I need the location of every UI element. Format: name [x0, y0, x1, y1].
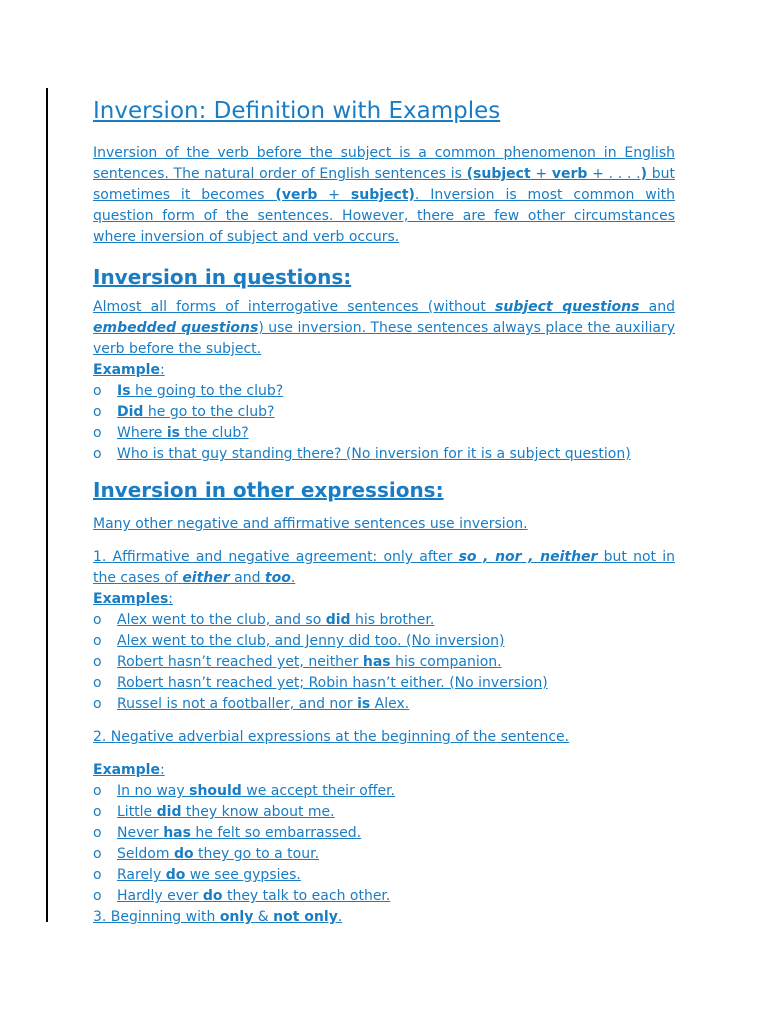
bullet-icon: o	[93, 633, 102, 649]
text-run: Little	[117, 804, 157, 820]
text-run: .	[337, 909, 343, 925]
text-run: but sometimes it becomes	[93, 166, 675, 203]
bullet-icon: o	[93, 696, 102, 712]
bold-run: do	[173, 846, 194, 862]
bold-run: do	[202, 888, 223, 904]
bold-run: do	[165, 867, 186, 883]
text-run: we accept their offer.	[241, 783, 396, 799]
bullet-icon: o	[93, 783, 102, 799]
example-item	[93, 610, 675, 631]
bold-italic-run: embedded questions	[93, 320, 259, 336]
bold-italic-run: so	[458, 549, 477, 565]
bullet-icon: o	[93, 612, 102, 628]
example-item	[93, 865, 675, 886]
bold-run: )	[640, 166, 648, 182]
text-run: 3. Beginning with	[93, 909, 220, 925]
text-run: and	[639, 299, 675, 315]
examples-label	[93, 589, 675, 610]
bold-run: did	[156, 804, 182, 820]
bold-run: (verb	[275, 187, 318, 203]
bold-run: only	[219, 909, 254, 925]
example-item	[93, 802, 675, 823]
bold-run: is	[166, 425, 180, 441]
example-item	[93, 381, 675, 402]
bullet-icon: o	[93, 825, 102, 841]
label-colon: :	[159, 362, 165, 378]
text-run: they talk to each other.	[222, 888, 391, 904]
point-3	[93, 907, 675, 928]
bullet-icon: o	[93, 846, 102, 862]
bullet-icon: o	[93, 675, 102, 691]
label-text: Examples	[93, 591, 169, 607]
example-item	[93, 781, 675, 802]
text-run: Who is that guy standing there? (No inversion for it is a subject question)	[117, 446, 631, 462]
bold-run: Is	[117, 383, 131, 399]
questions-heading: Inversion in questions:	[93, 265, 352, 289]
text-run: &	[253, 909, 274, 925]
bold-run: is	[357, 696, 371, 712]
questions-example-list	[93, 381, 675, 465]
example-item	[93, 886, 675, 907]
text-run: but not in the cases of	[93, 549, 675, 586]
label-colon: :	[168, 591, 173, 607]
bold-run: did	[325, 612, 351, 628]
bold-italic-run: either	[182, 570, 230, 586]
example-label	[93, 760, 675, 781]
text-run: Seldom	[117, 846, 174, 862]
left-margin-line	[46, 88, 48, 922]
other-expressions-heading: Inversion in other expressions:	[93, 478, 444, 502]
example-item	[93, 402, 675, 423]
label-colon: :	[159, 762, 165, 778]
bullet-icon: o	[93, 888, 102, 904]
text-run: . Inversion is most common with question form of the sentences. However, there are few other circumstances where inversion of subject and verb occurs.	[93, 187, 675, 245]
text-run: Inversion of the verb before the subject is a common phenomenon in English sentences. The natural order of English sentences is	[93, 145, 675, 182]
bold-italic-run: subject questions	[495, 299, 640, 315]
text-run: his companion.	[390, 654, 502, 670]
text-run: he going to the club?	[130, 383, 284, 399]
bullet-icon: o	[93, 404, 102, 420]
example-item	[93, 444, 675, 465]
text-run: Robert hasn’t reached yet; Robin hasn’t either. (No inversion)	[117, 675, 548, 691]
text-run: Alex went to the club, and Jenny did too. (No inversion)	[117, 633, 505, 649]
bold-run: should	[189, 783, 242, 799]
text-run: + . . . .	[587, 166, 641, 182]
text-run: +	[317, 187, 351, 203]
text-run: they know about me.	[181, 804, 335, 820]
text-run: ,	[521, 549, 541, 565]
text-run: we see gypsies.	[185, 867, 301, 883]
text-run: ) use inversion. These sentences always place the auxiliary verb before the subject.	[93, 320, 676, 357]
bold-run: has	[163, 825, 191, 841]
text-run: the club?	[179, 425, 249, 441]
document-body	[93, 95, 675, 928]
page-title: Inversion: Definition with Examples	[93, 98, 501, 124]
bullet-icon: o	[93, 425, 102, 441]
example-item	[93, 694, 675, 715]
example-item	[93, 423, 675, 444]
text-run: Almost all forms of interrogative sentences (without	[93, 299, 496, 315]
bold-italic-run: neither	[540, 549, 598, 565]
text-run: +	[530, 166, 552, 182]
other-intro: Many other negative and affirmative sentences use inversion.	[93, 516, 528, 532]
bullet-icon: o	[93, 654, 102, 670]
example-item	[93, 652, 675, 673]
bold-run: has	[362, 654, 391, 670]
text-run: Hardly ever	[117, 888, 203, 904]
text-run: ,	[476, 549, 496, 565]
bullet-icon: o	[93, 446, 102, 462]
text-run: he felt so embarrassed.	[190, 825, 362, 841]
example-item	[93, 673, 675, 694]
text-run: In no way	[117, 783, 190, 799]
point-1	[93, 547, 675, 589]
agreement-example-list	[93, 610, 675, 715]
intro-paragraph	[93, 143, 675, 248]
text-run: they go to a tour.	[193, 846, 320, 862]
text-run: Never	[117, 825, 164, 841]
point-2: 2. Negative adverbial expressions at the beginning of the sentence.	[93, 729, 570, 745]
bold-run: verb	[551, 166, 588, 182]
bullet-icon: o	[93, 383, 102, 399]
text-run: Russel is not a footballer, and nor	[117, 696, 358, 712]
text-run: Rarely	[117, 867, 166, 883]
text-run: and	[229, 570, 265, 586]
example-label	[93, 360, 675, 381]
label-text: Example	[93, 362, 160, 378]
text-run: Where	[117, 425, 167, 441]
text-run: his brother.	[350, 612, 435, 628]
text-run: .	[290, 570, 296, 586]
text-run: Alex went to the club, and so	[117, 612, 326, 628]
text-run: Robert hasn’t reached yet, neither	[117, 654, 363, 670]
text-run: 1. Affirmative and negative agreement: only after	[93, 549, 459, 565]
bold-run: (subject	[466, 166, 531, 182]
adverbial-example-list	[93, 781, 675, 907]
bold-run: not only	[273, 909, 338, 925]
bold-italic-run: too	[264, 570, 291, 586]
text-run: he go to the club?	[143, 404, 275, 420]
label-text: Example	[93, 762, 160, 778]
bullet-icon: o	[93, 867, 102, 883]
text-run: Alex.	[370, 696, 410, 712]
bullet-icon: o	[93, 804, 102, 820]
bold-run: subject)	[350, 187, 415, 203]
bold-italic-run: nor	[495, 549, 522, 565]
example-item	[93, 823, 675, 844]
example-item	[93, 844, 675, 865]
bold-run: Did	[117, 404, 144, 420]
example-item	[93, 631, 675, 652]
questions-paragraph	[93, 297, 675, 360]
